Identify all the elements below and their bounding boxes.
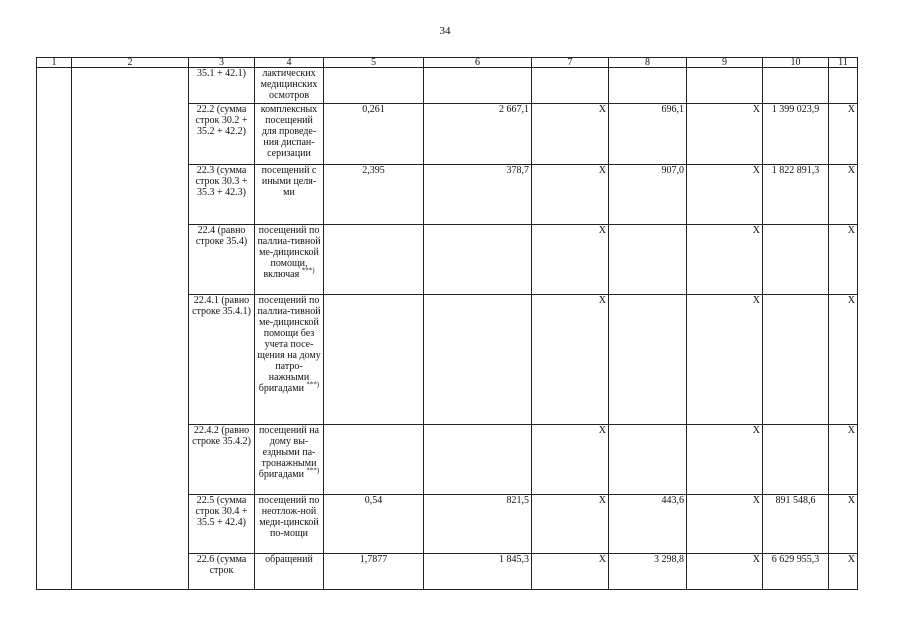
cell-col8: 443,6: [609, 495, 687, 554]
cell-col10: [763, 225, 829, 295]
cell-col7: X: [532, 104, 609, 165]
cell-col9: X: [687, 165, 763, 225]
cell-col5: 1,7877: [324, 554, 424, 590]
row-unit: лактических медицинских осмотров: [255, 68, 324, 104]
cell-col10: 6 629 955,3: [763, 554, 829, 590]
header-cell: 10: [763, 58, 829, 68]
header-cell: 5: [324, 58, 424, 68]
row-unit: комплексных посещений для проведе-ния диспан-серизации: [255, 104, 324, 165]
cell-col9: X: [687, 225, 763, 295]
cell-col9: X: [687, 104, 763, 165]
cell-col10: 1 399 023,9: [763, 104, 829, 165]
row-code: 22.3 (сумма строк 30.3 + 35.3 + 42.3): [189, 165, 255, 225]
cell-col7: X: [532, 225, 609, 295]
cell-col11: X: [829, 554, 858, 590]
cell-col5: 2,395: [324, 165, 424, 225]
cell-col8: [609, 425, 687, 495]
footnote-mark: ***): [301, 266, 315, 275]
merged-cell-col2: [72, 68, 189, 590]
cell-col10: [763, 425, 829, 495]
row-code: 22.4.2 (равно строке 35.4.2): [189, 425, 255, 495]
cell-col11: [829, 68, 858, 104]
cell-col6: [424, 295, 532, 425]
cell-col5: [324, 225, 424, 295]
cell-col11: X: [829, 425, 858, 495]
header-cell: 4: [255, 58, 324, 68]
cell-col11: X: [829, 295, 858, 425]
cell-col6: 821,5: [424, 495, 532, 554]
row-unit: посещений с иными целя-ми: [255, 165, 324, 225]
cell-col5: [324, 425, 424, 495]
row-code: 22.6 (сумма строк: [189, 554, 255, 590]
cell-col7: X: [532, 425, 609, 495]
table-row: [37, 68, 858, 104]
cell-col9: [687, 68, 763, 104]
cell-col5: 0,261: [324, 104, 424, 165]
cell-col7: X: [532, 295, 609, 425]
header-cell: 2: [72, 58, 189, 68]
cell-col9: X: [687, 554, 763, 590]
header-cell: 11: [829, 58, 858, 68]
cell-col8: [609, 295, 687, 425]
row-code: 35.1 + 42.1): [189, 68, 255, 104]
header-cell: 3: [189, 58, 255, 68]
cell-col6: [424, 68, 532, 104]
merged-cell-col1: [37, 68, 72, 590]
header-cell: 9: [687, 58, 763, 68]
row-code: 22.4 (равно строке 35.4): [189, 225, 255, 295]
cell-col8: 3 298,8: [609, 554, 687, 590]
cell-col11: X: [829, 165, 858, 225]
cell-col6: 1 845,3: [424, 554, 532, 590]
data-table: [36, 57, 858, 590]
row-unit: [255, 225, 324, 295]
page-number: 34: [439, 25, 451, 37]
cell-col10: [763, 295, 829, 425]
cell-col5: [324, 295, 424, 425]
header-cell: 1: [37, 58, 72, 68]
header-row: [37, 58, 858, 68]
cell-col6: [424, 425, 532, 495]
cell-col7: [532, 68, 609, 104]
cell-col8: 696,1: [609, 104, 687, 165]
row-code: 22.4.1 (равно строке 35.4.1): [189, 295, 255, 425]
cell-col11: X: [829, 495, 858, 554]
cell-col6: [424, 225, 532, 295]
row-unit-text: посещений по паллиа-тивной ме-дицинской помощи, включая: [257, 225, 321, 280]
cell-col8: [609, 225, 687, 295]
row-unit: обращений: [255, 554, 324, 590]
cell-col9: X: [687, 425, 763, 495]
cell-col7: X: [532, 495, 609, 554]
row-unit-text: посещений по паллиа-тивной ме-дицинской помощи без учета посе-щения на дому патро-нажными бригадами: [257, 295, 321, 394]
cell-col7: X: [532, 165, 609, 225]
cell-col8: 907,0: [609, 165, 687, 225]
cell-col9: X: [687, 495, 763, 554]
cell-col5: [324, 68, 424, 104]
cell-col10: 1 822 891,3: [763, 165, 829, 225]
row-unit: [255, 295, 324, 425]
footnote-mark: ***): [306, 380, 320, 389]
cell-col10: [763, 68, 829, 104]
cell-col11: X: [829, 225, 858, 295]
row-code: 22.2 (сумма строк 30.2 + 35.2 + 42.2): [189, 104, 255, 165]
cell-col5: 0,54: [324, 495, 424, 554]
row-unit-text: посещений на дому вы-ездными па-тронажными бригадами: [258, 425, 320, 480]
footnote-mark: ***): [306, 466, 320, 475]
header-cell: 8: [609, 58, 687, 68]
header-cell: 7: [532, 58, 609, 68]
cell-col8: [609, 68, 687, 104]
cell-col6: 2 667,1: [424, 104, 532, 165]
cell-col11: X: [829, 104, 858, 165]
row-unit: посещений по неотлож-ной меди-цинской по-мощи: [255, 495, 324, 554]
cell-col9: X: [687, 295, 763, 425]
cell-col7: X: [532, 554, 609, 590]
row-code: 22.5 (сумма строк 30.4 + 35.5 + 42.4): [189, 495, 255, 554]
cell-col10: 891 548,6: [763, 495, 829, 554]
row-unit: [255, 425, 324, 495]
header-cell: 6: [424, 58, 532, 68]
cell-col6: 378,7: [424, 165, 532, 225]
